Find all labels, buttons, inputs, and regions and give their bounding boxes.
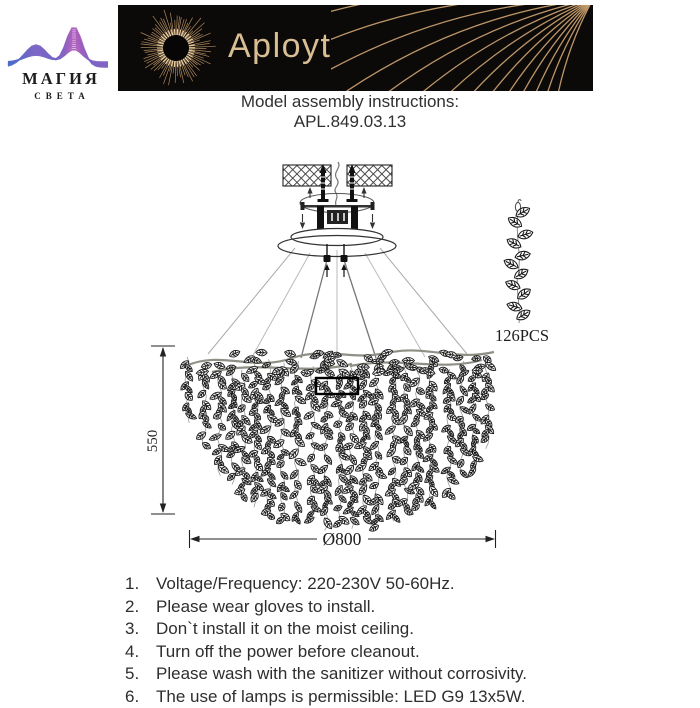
- magiya-sveta-logo: [4, 4, 116, 106]
- gold-rays-icon: [331, 5, 593, 91]
- height-label: 550: [145, 430, 161, 453]
- logo-title: МАГИЯ: [22, 69, 100, 88]
- pieces-label: 126PCS: [495, 326, 549, 345]
- item-number: 2.: [125, 596, 149, 619]
- item-text: Please wash with the sanitizer without corrosivity.: [149, 663, 527, 686]
- item-number: 1.: [125, 573, 149, 596]
- item-text: Please wear gloves to install.: [149, 596, 375, 619]
- title-line2: APL.849.03.13: [0, 112, 700, 132]
- item-number: 5.: [125, 663, 149, 686]
- chandelier-body: [179, 348, 498, 533]
- item-number: 6.: [125, 686, 149, 708]
- leaf-strand-detail: [502, 200, 534, 323]
- item-text: The use of lamps is permissible: LED G9 13x5W.: [149, 686, 525, 708]
- instruction-item: [125, 641, 685, 664]
- instruction-item: [125, 686, 685, 708]
- brand-name: Aployt: [228, 27, 332, 66]
- instruction-item: [125, 663, 685, 686]
- title-line1: Model assembly instructions:: [0, 92, 700, 112]
- item-text: Voltage/Frequency: 220-230V 50-60Hz.: [149, 573, 455, 596]
- item-text: Turn off the power before cleanout.: [149, 641, 420, 664]
- sunburst-icon: [130, 5, 222, 91]
- assembly-diagram: [0, 145, 700, 560]
- connector-arrows: [324, 264, 346, 277]
- mounting-bracket: [300, 202, 375, 229]
- brand-banner: [118, 5, 593, 91]
- instruction-item: [125, 573, 685, 596]
- instruction-item: [125, 618, 685, 641]
- wave-mountains-icon: [8, 28, 108, 67]
- logo-subtitle: СВЕТА: [34, 91, 90, 101]
- diameter-label: Ø800: [323, 529, 362, 549]
- suspension-cables: [208, 248, 467, 362]
- instruction-list: [125, 573, 685, 708]
- item-number: 3.: [125, 618, 149, 641]
- item-text: Don`t install it on the moist ceiling.: [149, 618, 414, 641]
- item-number: 4.: [125, 641, 149, 664]
- power-wire: [335, 162, 339, 205]
- document-title: [0, 92, 700, 132]
- instruction-item: [125, 596, 685, 619]
